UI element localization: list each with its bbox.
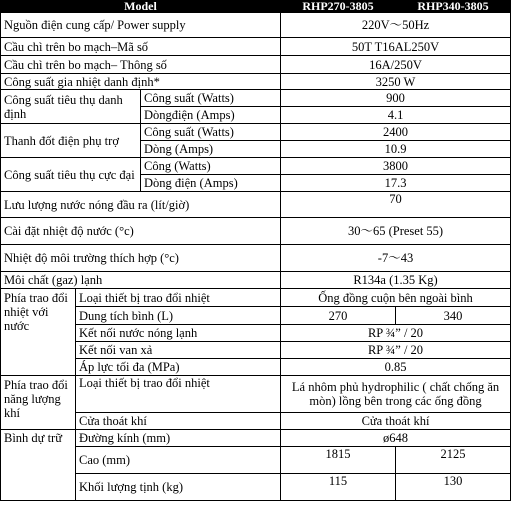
temp-setting-value: 30～65 (Preset 55): [281, 218, 511, 245]
fuse-spec-value: 16A/250V: [281, 56, 511, 74]
refrigerant-label: Môi chất (gaz) lạnh: [1, 272, 281, 289]
table-row: [1, 447, 511, 474]
table-row: [1, 218, 511, 245]
table-row: [1, 307, 511, 325]
hot-conn-value: RP ¾” / 20: [281, 325, 511, 342]
valve-conn-value: RP ¾” / 20: [281, 342, 511, 359]
table-row: [1, 74, 511, 90]
flow-value: 70: [281, 192, 511, 218]
hot-conn-label: Kết nối nước nóng lạnh: [76, 325, 281, 342]
rated-power-amps-value: 4.1: [281, 107, 511, 124]
weight-label: Khối lượng tịnh (kg): [76, 474, 281, 501]
height-label: Cao (mm): [76, 447, 281, 474]
weight-1: 115: [281, 474, 396, 501]
aux-heater-watts-label: Công suất (Watts): [141, 124, 281, 141]
header-row: [1, 1, 511, 13]
diameter-value: ø648: [281, 430, 511, 447]
table-row: [1, 474, 511, 501]
energy-side-label: Phía trao đổi năng lượng khí: [1, 376, 76, 430]
model-header: Model: [1, 1, 281, 13]
table-row: [1, 124, 511, 141]
rated-power-watts-label: Công suất (Watts): [141, 90, 281, 107]
tank-capacity-1: 270: [281, 307, 396, 325]
model-1-header: RHP270-3805: [281, 1, 396, 13]
ambient-value: -7～43: [281, 245, 511, 272]
tank-label: Bình dự trữ: [1, 430, 76, 501]
height-1: 1815: [281, 447, 396, 474]
table-row: [1, 245, 511, 272]
power-supply-value: 220V～50Hz: [281, 13, 511, 38]
table-row: [1, 158, 511, 175]
weight-2: 130: [396, 474, 511, 501]
fuse-code-value: 50T T16AL250V: [281, 38, 511, 56]
tank-capacity-label: Dung tích bình (L): [76, 307, 281, 325]
air-outlet-label: Cửa thoát khí: [76, 413, 281, 430]
pressure-value: 0.85: [281, 359, 511, 376]
aux-heater-amps-value: 10.9: [281, 141, 511, 158]
rated-power-amps-label: Dòngđiện (Amps): [141, 107, 281, 124]
water-hx-label: Loại thiết bị trao đổi nhiệt: [76, 289, 281, 307]
max-power-amps-label: Dòng điện (Amps): [141, 175, 281, 192]
energy-hx-label: Loại thiết bị trao đổi nhiệt: [76, 376, 281, 413]
rated-power-label: Công suất tiêu thụ danh định: [1, 90, 141, 124]
max-power-watts-label: Công (Watts): [141, 158, 281, 175]
table-row: [1, 325, 511, 342]
table-row: [1, 38, 511, 56]
rated-heat-value: 3250 W: [281, 74, 511, 90]
table-row: [1, 413, 511, 430]
height-2: 2125: [396, 447, 511, 474]
air-outlet-value: Cửa thoát khí: [281, 413, 511, 430]
fuse-spec-label: Cầu chì trên bo mạch– Thông số: [1, 56, 281, 74]
table-row: [1, 13, 511, 38]
rated-power-watts-value: 900: [281, 90, 511, 107]
model-2-header: RHP340-3805: [396, 1, 511, 13]
water-hx-value: Ống đồng cuộn bên ngoài bình: [281, 289, 511, 307]
temp-setting-label: Cài đặt nhiệt độ nước (°c): [1, 218, 281, 245]
table-row: [1, 192, 511, 218]
table-row: [1, 272, 511, 289]
table-row: [1, 56, 511, 74]
aux-heater-label: Thanh đốt điện phụ trợ: [1, 124, 141, 158]
aux-heater-watts-value: 2400: [281, 124, 511, 141]
aux-heater-amps-label: Dòng (Amps): [141, 141, 281, 158]
pressure-label: Áp lực tối đa (MPa): [76, 359, 281, 376]
energy-hx-value: Lá nhôm phủ hydrophilic ( chất chống ăn mòn) lồng bên trong các ống đồng: [281, 376, 511, 413]
table-row: [1, 342, 511, 359]
max-power-label: Công suất tiêu thụ cực đại: [1, 158, 141, 192]
tank-capacity-2: 340: [396, 307, 511, 325]
water-side-label: Phía trao đổi nhiệt với nước: [1, 289, 76, 376]
fuse-code-label: Cầu chì trên bo mạch–Mã số: [1, 38, 281, 56]
table-row: [1, 289, 511, 307]
table-row: [1, 359, 511, 376]
flow-label: Lưu lượng nước nóng đầu ra (lít/giờ): [1, 192, 281, 218]
rated-heat-label: Công suất gia nhiệt danh định*: [1, 74, 281, 90]
power-supply-label: Nguồn điện cung cấp/ Power supply: [1, 13, 281, 38]
max-power-amps-value: 17.3: [281, 175, 511, 192]
max-power-watts-value: 3800: [281, 158, 511, 175]
table-row: [1, 376, 511, 413]
table-row: [1, 90, 511, 107]
refrigerant-value: R134a (1.35 Kg): [281, 272, 511, 289]
ambient-label: Nhiệt độ môi trường thích hợp (°c): [1, 245, 281, 272]
table-row: [1, 430, 511, 447]
diameter-label: Đường kính (mm): [76, 430, 281, 447]
valve-conn-label: Kết nối van xả: [76, 342, 281, 359]
